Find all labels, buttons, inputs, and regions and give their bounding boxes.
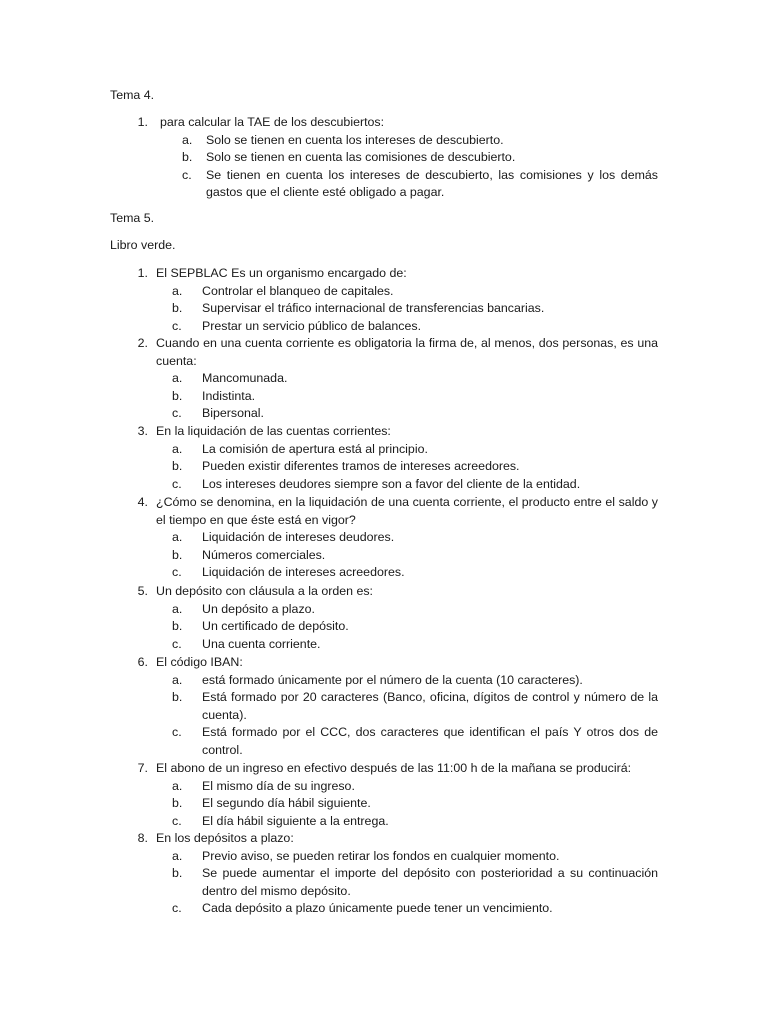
option-letter: a. [172,672,183,687]
option-letter: a. [172,283,183,298]
question-stem: En la liquidación de las cuentas corrientes: [156,424,391,438]
option-item [110,132,658,150]
option-text: Indistinta. [202,388,256,403]
option-letter: a. [182,132,193,147]
option-letter: a. [172,848,183,863]
option-text: Los intereses deudores siempre son a favor del cliente de la entidad. [202,476,581,491]
option-letter: a. [172,601,183,616]
option-letter: c. [172,901,182,916]
option-letter: b. [172,866,183,881]
option-text: Liquidación de intereses deudores. [202,530,395,545]
option-list [110,441,658,494]
option-text: Se puede aumentar el importe del depósito con posterioridad a su continuación dentro del mismo depósito. [202,866,658,898]
option-list [110,132,658,202]
option-list [110,370,658,423]
heading-tema-4: Tema 4. [110,88,155,102]
option-text: está formado únicamente por el número de la cuenta (10 caracteres). [202,672,583,687]
option-item [110,778,658,796]
option-item [110,618,658,636]
question-stem: ¿Cómo se denomina, en la liquidación de una cuenta corriente, el producto entre el saldo y el tiempo en que éste está en vigor? [156,495,658,527]
question-stem: Un depósito con cláusula a la orden es: [156,584,373,598]
option-letter: c. [172,565,182,580]
option-letter: a. [172,530,183,545]
option-text: Un depósito a plazo. [202,601,315,616]
option-item [110,300,658,318]
option-item [110,813,658,831]
option-letter: c. [172,725,182,740]
option-letter: a. [172,371,183,386]
option-letter: a. [172,441,183,456]
option-text: Una cuenta corriente. [202,636,321,651]
option-item [110,167,658,202]
option-text: Un certificado de depósito. [202,619,349,634]
question-number: 2. [137,336,148,350]
option-item [110,458,658,476]
option-text: Controlar el blanqueo de capitales. [202,283,394,298]
question-tema5-4 [110,494,658,582]
option-item [110,441,658,459]
option-text: El mismo día de su ingreso. [202,778,355,793]
option-item [110,547,658,565]
option-text: Bipersonal. [202,406,264,421]
heading-tema-5: Tema 5. [110,211,155,225]
option-text: Pueden existir diferentes tramos de intereses acreedores. [202,459,520,474]
option-item [110,689,658,724]
option-item [110,370,658,388]
option-text: Liquidación de intereses acreedores. [202,565,405,580]
option-letter: c. [182,167,192,182]
option-item [110,283,658,301]
option-list [110,848,658,918]
option-letter: b. [172,459,183,474]
question-tema5-5 [110,583,658,653]
option-item [110,388,658,406]
question-stem: Cuando en una cuenta corriente es obligatoria la firma de, al menos, dos personas, es una cuenta: [156,336,658,368]
option-item [110,564,658,582]
option-text: Prestar un servicio público de balances. [202,318,422,333]
option-letter: b. [172,388,183,403]
option-text: Supervisar el tráfico internacional de transferencias bancarias. [202,301,545,316]
option-letter: b. [182,150,193,165]
option-item [110,636,658,654]
question-number: 1. [137,266,148,280]
option-letter: b. [172,796,183,811]
option-list [110,778,658,831]
question-tema5-6 [110,654,658,760]
option-text: El día hábil siguiente a la entrega. [202,813,389,828]
option-item [110,476,658,494]
question-number: 4. [137,495,148,509]
option-letter: c. [172,318,182,333]
option-text: Mancomunada. [202,371,288,386]
option-letter: c. [172,476,182,491]
option-letter: c. [172,636,182,651]
question-tema4-1 [110,114,658,202]
option-list [110,529,658,582]
question-stem: para calcular la TAE de los descubiertos: [160,115,385,129]
option-letter: b. [172,301,183,316]
option-text: Números comerciales. [202,547,326,562]
option-letter: b. [172,690,183,705]
question-number: 3. [137,424,148,438]
option-text: Solo se tienen en cuenta las comisiones de descubierto. [206,150,516,165]
option-item [110,865,658,900]
option-item [110,601,658,619]
question-number: 5. [137,584,148,598]
question-tema5-8 [110,830,658,918]
option-list [110,601,658,654]
question-tema5-3 [110,423,658,493]
question-tema5-1 [110,265,658,335]
option-list [110,283,658,336]
option-item [110,848,658,866]
question-tema5-2 [110,335,658,423]
heading-libro-verde: Libro verde. [110,238,176,252]
option-item [110,795,658,813]
option-text: Previo aviso, se pueden retirar los fondos en cualquier momento. [202,848,560,863]
option-text: La comisión de apertura está al principio. [202,441,428,456]
option-item [110,672,658,690]
option-text: Está formado por el CCC, dos caracteres que identifican el país Y otros dos de control. [202,725,658,757]
option-item [110,529,658,547]
option-letter: c. [172,813,182,828]
question-number: 1. [137,115,148,129]
option-item [110,724,658,759]
option-text: Cada depósito a plazo únicamente puede tener un vencimiento. [202,901,553,916]
question-stem: En los depósitos a plazo: [156,831,294,845]
option-item [110,900,658,918]
question-stem: El abono de un ingreso en efectivo después de las 11:00 h de la mañana se producirá: [156,761,632,775]
option-text: Está formado por 20 caracteres (Banco, oficina, dígitos de control y número de la cuenta). [202,690,658,722]
question-number: 6. [137,655,148,669]
option-letter: b. [172,619,183,634]
option-item [110,149,658,167]
question-number: 7. [137,761,148,775]
option-item [110,318,658,336]
question-tema5-7 [110,760,658,830]
question-stem: El código IBAN: [156,655,243,669]
option-letter: a. [172,778,183,793]
question-stem: El SEPBLAC Es un organismo encargado de: [156,266,407,280]
option-text: Se tienen en cuenta los intereses de descubierto, las comisiones y los demás gastos que el cliente esté obligado a pagar. [206,167,658,200]
option-text: El segundo día hábil siguiente. [202,796,371,811]
option-letter: b. [172,547,183,562]
option-letter: c. [172,406,182,421]
option-list [110,672,658,760]
option-text: Solo se tienen en cuenta los intereses de descubierto. [206,132,504,147]
question-number: 8. [137,831,148,845]
option-item [110,405,658,423]
